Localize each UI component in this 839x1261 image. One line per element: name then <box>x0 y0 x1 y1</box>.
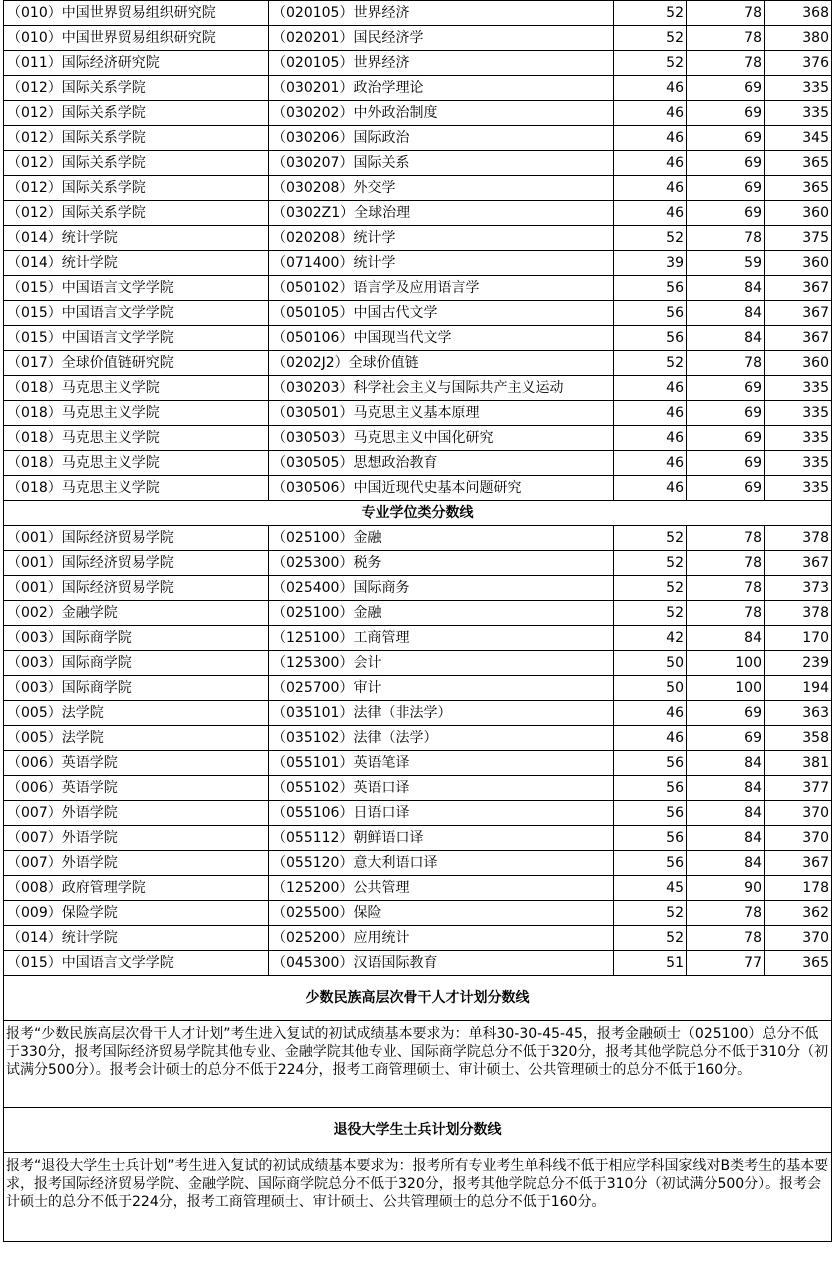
single-score-150-cell: 84 <box>687 326 765 351</box>
college-cell: （011）国际经济研究院 <box>4 51 269 76</box>
table-row <box>4 376 832 401</box>
college-cell: （003）国际商学院 <box>4 651 269 676</box>
table-row <box>4 226 832 251</box>
single-score-100-cell: 52 <box>614 551 687 576</box>
total-score-cell: 381 <box>765 751 832 776</box>
single-score-100-cell: 56 <box>614 276 687 301</box>
single-score-150-cell: 78 <box>687 51 765 76</box>
total-score-cell: 365 <box>765 951 832 976</box>
college-cell: （007）外语学院 <box>4 851 269 876</box>
major-cell: （050102）语言学及应用语言学 <box>269 276 614 301</box>
minority-note: 报考“少数民族高层次骨干人才计划”考生进入复试的初试成绩基本要求为：单科30-30-45-45，报考金融硕士（025100）总分不低于330分，报考国际经济贸易学院其他专业、金融学院其他专业、国际商学院总分不低于320分，报考其他学院总分不低于310分（初试满分500分）。报考会计硕士的总分不低于224分，报考工商管理硕士、审计硕士、公共管理硕士的总分不低于160分。 <box>4 1021 832 1108</box>
total-score-cell: 360 <box>765 251 832 276</box>
single-score-150-cell: 100 <box>687 676 765 701</box>
table-row <box>4 901 832 926</box>
single-score-100-cell: 50 <box>614 651 687 676</box>
veteran-title-row <box>4 1108 832 1153</box>
minority-section-title: 少数民族高层次骨干人才计划分数线 <box>4 976 832 1021</box>
score-table <box>3 0 832 1242</box>
college-cell: （007）外语学院 <box>4 801 269 826</box>
table-row <box>4 551 832 576</box>
total-score-cell: 367 <box>765 276 832 301</box>
table-row <box>4 651 832 676</box>
major-cell: （125300）会计 <box>269 651 614 676</box>
single-score-100-cell: 46 <box>614 401 687 426</box>
table-row <box>4 526 832 551</box>
total-score-cell: 367 <box>765 851 832 876</box>
major-cell: （025300）税务 <box>269 551 614 576</box>
veteran-note-row <box>4 1153 832 1242</box>
professional-header-row <box>4 501 832 526</box>
college-cell: （015）中国语言文学学院 <box>4 301 269 326</box>
single-score-100-cell: 46 <box>614 451 687 476</box>
major-cell: （055120）意大利语口译 <box>269 851 614 876</box>
table-row <box>4 101 832 126</box>
single-score-100-cell: 46 <box>614 176 687 201</box>
college-cell: （018）马克思主义学院 <box>4 426 269 451</box>
single-score-100-cell: 52 <box>614 926 687 951</box>
single-score-150-cell: 69 <box>687 451 765 476</box>
major-cell: （030206）国际政治 <box>269 126 614 151</box>
total-score-cell: 362 <box>765 901 832 926</box>
table-row <box>4 176 832 201</box>
table-row <box>4 851 832 876</box>
table-row <box>4 426 832 451</box>
college-cell: （001）国际经济贸易学院 <box>4 551 269 576</box>
major-cell: （020105）世界经济 <box>269 1 614 26</box>
major-cell: （030506）中国近现代史基本问题研究 <box>269 476 614 501</box>
single-score-150-cell: 78 <box>687 526 765 551</box>
table-row <box>4 1 832 26</box>
total-score-cell: 178 <box>765 876 832 901</box>
total-score-cell: 335 <box>765 401 832 426</box>
total-score-cell: 378 <box>765 526 832 551</box>
total-score-cell: 370 <box>765 826 832 851</box>
single-score-150-cell: 69 <box>687 726 765 751</box>
veteran-section-title: 退役大学生士兵计划分数线 <box>4 1108 832 1153</box>
major-cell: （030208）外交学 <box>269 176 614 201</box>
single-score-100-cell: 46 <box>614 701 687 726</box>
college-cell: （012）国际关系学院 <box>4 151 269 176</box>
table-row <box>4 776 832 801</box>
single-score-150-cell: 69 <box>687 201 765 226</box>
major-cell: （0302Z1）全球治理 <box>269 201 614 226</box>
table-row <box>4 26 832 51</box>
major-cell: （055102）英语口译 <box>269 776 614 801</box>
single-score-150-cell: 84 <box>687 751 765 776</box>
college-cell: （012）国际关系学院 <box>4 76 269 101</box>
college-cell: （018）马克思主义学院 <box>4 401 269 426</box>
total-score-cell: 239 <box>765 651 832 676</box>
total-score-cell: 363 <box>765 701 832 726</box>
table-row <box>4 301 832 326</box>
academic-section <box>4 1 832 501</box>
table-row <box>4 876 832 901</box>
single-score-150-cell: 84 <box>687 851 765 876</box>
single-score-150-cell: 90 <box>687 876 765 901</box>
major-cell: （0202J2）全球价值链 <box>269 351 614 376</box>
college-cell: （017）全球价值链研究院 <box>4 351 269 376</box>
single-score-100-cell: 56 <box>614 801 687 826</box>
college-cell: （018）马克思主义学院 <box>4 451 269 476</box>
table-row <box>4 951 832 976</box>
single-score-100-cell: 52 <box>614 26 687 51</box>
major-cell: （025400）国际商务 <box>269 576 614 601</box>
college-cell: （018）马克思主义学院 <box>4 476 269 501</box>
professional-section <box>4 526 832 976</box>
college-cell: （014）统计学院 <box>4 226 269 251</box>
single-score-150-cell: 78 <box>687 226 765 251</box>
major-cell: （030203）科学社会主义与国际共产主义运动 <box>269 376 614 401</box>
total-score-cell: 368 <box>765 1 832 26</box>
total-score-cell: 335 <box>765 376 832 401</box>
total-score-cell: 377 <box>765 776 832 801</box>
table-row <box>4 326 832 351</box>
single-score-100-cell: 46 <box>614 101 687 126</box>
major-cell: （025100）金融 <box>269 526 614 551</box>
single-score-150-cell: 69 <box>687 426 765 451</box>
table-row <box>4 351 832 376</box>
total-score-cell: 335 <box>765 101 832 126</box>
table-row <box>4 476 832 501</box>
single-score-100-cell: 46 <box>614 76 687 101</box>
single-score-150-cell: 78 <box>687 576 765 601</box>
single-score-100-cell: 46 <box>614 126 687 151</box>
total-score-cell: 194 <box>765 676 832 701</box>
college-cell: （003）国际商学院 <box>4 676 269 701</box>
single-score-150-cell: 69 <box>687 151 765 176</box>
total-score-cell: 358 <box>765 726 832 751</box>
college-cell: （005）法学院 <box>4 701 269 726</box>
table-row <box>4 251 832 276</box>
college-cell: （014）统计学院 <box>4 926 269 951</box>
college-cell: （007）外语学院 <box>4 826 269 851</box>
major-cell: （125200）公共管理 <box>269 876 614 901</box>
major-cell: （030501）马克思主义基本原理 <box>269 401 614 426</box>
college-cell: （008）政府管理学院 <box>4 876 269 901</box>
single-score-150-cell: 69 <box>687 76 765 101</box>
table-row <box>4 201 832 226</box>
table-row <box>4 76 832 101</box>
table-row <box>4 151 832 176</box>
single-score-100-cell: 56 <box>614 326 687 351</box>
single-score-100-cell: 56 <box>614 851 687 876</box>
single-score-100-cell: 46 <box>614 201 687 226</box>
major-cell: （030202）中外政治制度 <box>269 101 614 126</box>
table-row <box>4 576 832 601</box>
major-cell: （030201）政治学理论 <box>269 76 614 101</box>
college-cell: （010）中国世界贸易组织研究院 <box>4 1 269 26</box>
major-cell: （030505）思想政治教育 <box>269 451 614 476</box>
total-score-cell: 375 <box>765 226 832 251</box>
single-score-100-cell: 52 <box>614 226 687 251</box>
major-cell: （050106）中国现当代文学 <box>269 326 614 351</box>
major-cell: （020105）世界经济 <box>269 51 614 76</box>
single-score-150-cell: 84 <box>687 276 765 301</box>
total-score-cell: 367 <box>765 301 832 326</box>
table-row <box>4 926 832 951</box>
total-score-cell: 378 <box>765 601 832 626</box>
major-cell: （050105）中国古代文学 <box>269 301 614 326</box>
total-score-cell: 370 <box>765 926 832 951</box>
college-cell: （006）英语学院 <box>4 751 269 776</box>
major-cell: （055112）朝鲜语口译 <box>269 826 614 851</box>
single-score-150-cell: 78 <box>687 901 765 926</box>
total-score-cell: 360 <box>765 201 832 226</box>
college-cell: （005）法学院 <box>4 726 269 751</box>
total-score-cell: 376 <box>765 51 832 76</box>
table-row <box>4 801 832 826</box>
total-score-cell: 373 <box>765 576 832 601</box>
major-cell: （045300）汉语国际教育 <box>269 951 614 976</box>
table-row <box>4 51 832 76</box>
college-cell: （012）国际关系学院 <box>4 201 269 226</box>
major-cell: （020201）国民经济学 <box>269 26 614 51</box>
single-score-150-cell: 78 <box>687 1 765 26</box>
total-score-cell: 380 <box>765 26 832 51</box>
single-score-150-cell: 78 <box>687 26 765 51</box>
single-score-100-cell: 46 <box>614 726 687 751</box>
college-cell: （002）金融学院 <box>4 601 269 626</box>
major-cell: （030503）马克思主义中国化研究 <box>269 426 614 451</box>
single-score-100-cell: 46 <box>614 476 687 501</box>
single-score-100-cell: 56 <box>614 776 687 801</box>
college-cell: （012）国际关系学院 <box>4 126 269 151</box>
single-score-150-cell: 84 <box>687 801 765 826</box>
professional-section-title: 专业学位类分数线 <box>4 501 832 526</box>
single-score-100-cell: 52 <box>614 576 687 601</box>
total-score-cell: 335 <box>765 451 832 476</box>
total-score-cell: 367 <box>765 326 832 351</box>
single-score-100-cell: 56 <box>614 826 687 851</box>
total-score-cell: 370 <box>765 801 832 826</box>
college-cell: （009）保险学院 <box>4 901 269 926</box>
single-score-150-cell: 84 <box>687 776 765 801</box>
single-score-150-cell: 84 <box>687 826 765 851</box>
college-cell: （001）国际经济贸易学院 <box>4 526 269 551</box>
total-score-cell: 335 <box>765 426 832 451</box>
single-score-100-cell: 52 <box>614 901 687 926</box>
single-score-100-cell: 46 <box>614 376 687 401</box>
college-cell: （018）马克思主义学院 <box>4 376 269 401</box>
single-score-100-cell: 42 <box>614 626 687 651</box>
college-cell: （015）中国语言文学学院 <box>4 951 269 976</box>
single-score-100-cell: 56 <box>614 301 687 326</box>
major-cell: （020208）统计学 <box>269 226 614 251</box>
single-score-150-cell: 84 <box>687 626 765 651</box>
college-cell: （012）国际关系学院 <box>4 101 269 126</box>
single-score-100-cell: 45 <box>614 876 687 901</box>
single-score-150-cell: 69 <box>687 176 765 201</box>
table-row <box>4 751 832 776</box>
major-cell: （035101）法律（非法学） <box>269 701 614 726</box>
total-score-cell: 345 <box>765 126 832 151</box>
table-row <box>4 726 832 751</box>
college-cell: （014）统计学院 <box>4 251 269 276</box>
total-score-cell: 335 <box>765 76 832 101</box>
single-score-150-cell: 78 <box>687 551 765 576</box>
major-cell: （055101）英语笔译 <box>269 751 614 776</box>
table-row <box>4 826 832 851</box>
table-row <box>4 626 832 651</box>
single-score-150-cell: 69 <box>687 126 765 151</box>
total-score-cell: 335 <box>765 476 832 501</box>
single-score-100-cell: 52 <box>614 526 687 551</box>
single-score-150-cell: 78 <box>687 926 765 951</box>
table-row <box>4 701 832 726</box>
single-score-100-cell: 52 <box>614 601 687 626</box>
single-score-100-cell: 52 <box>614 351 687 376</box>
single-score-100-cell: 46 <box>614 426 687 451</box>
single-score-100-cell: 52 <box>614 1 687 26</box>
table-row <box>4 601 832 626</box>
college-cell: （010）中国世界贸易组织研究院 <box>4 26 269 51</box>
single-score-150-cell: 69 <box>687 401 765 426</box>
major-cell: （025200）应用统计 <box>269 926 614 951</box>
single-score-150-cell: 78 <box>687 351 765 376</box>
single-score-150-cell: 100 <box>687 651 765 676</box>
minority-title-row <box>4 976 832 1021</box>
college-cell: （003）国际商学院 <box>4 626 269 651</box>
table-row <box>4 126 832 151</box>
college-cell: （001）国际经济贸易学院 <box>4 576 269 601</box>
college-cell: （015）中国语言文学学院 <box>4 326 269 351</box>
major-cell: （025100）金融 <box>269 601 614 626</box>
major-cell: （025500）保险 <box>269 901 614 926</box>
single-score-150-cell: 59 <box>687 251 765 276</box>
single-score-100-cell: 46 <box>614 151 687 176</box>
single-score-150-cell: 78 <box>687 601 765 626</box>
major-cell: （055106）日语口译 <box>269 801 614 826</box>
single-score-100-cell: 50 <box>614 676 687 701</box>
college-cell: （015）中国语言文学学院 <box>4 276 269 301</box>
total-score-cell: 365 <box>765 176 832 201</box>
major-cell: （071400）统计学 <box>269 251 614 276</box>
total-score-cell: 170 <box>765 626 832 651</box>
table-row <box>4 676 832 701</box>
veteran-note: 报考“退役大学生士兵计划”考生进入复试的初试成绩基本要求为：报考所有专业考生单科线不低于相应学科国家线对B类考生的基本要求，报考国际经济贸易学院、金融学院、国际商学院总分不低于320分，报考其他学院总分不低于310分（初试满分500分）。报考会计硕士的总分不低于224分，报考工商管理硕士、审计硕士、公共管理硕士的总分不低于160分。 <box>4 1153 832 1242</box>
table-row <box>4 451 832 476</box>
table-row <box>4 401 832 426</box>
major-cell: （125100）工商管理 <box>269 626 614 651</box>
total-score-cell: 360 <box>765 351 832 376</box>
major-cell: （035102）法律（法学） <box>269 726 614 751</box>
major-cell: （030207）国际关系 <box>269 151 614 176</box>
minority-note-row <box>4 1021 832 1108</box>
single-score-150-cell: 69 <box>687 701 765 726</box>
college-cell: （006）英语学院 <box>4 776 269 801</box>
single-score-150-cell: 69 <box>687 101 765 126</box>
single-score-100-cell: 56 <box>614 751 687 776</box>
total-score-cell: 365 <box>765 151 832 176</box>
single-score-150-cell: 69 <box>687 376 765 401</box>
single-score-150-cell: 77 <box>687 951 765 976</box>
single-score-100-cell: 52 <box>614 51 687 76</box>
college-cell: （012）国际关系学院 <box>4 176 269 201</box>
single-score-100-cell: 51 <box>614 951 687 976</box>
major-cell: （025700）审计 <box>269 676 614 701</box>
total-score-cell: 367 <box>765 551 832 576</box>
table-row <box>4 276 832 301</box>
single-score-150-cell: 84 <box>687 301 765 326</box>
single-score-150-cell: 69 <box>687 476 765 501</box>
single-score-100-cell: 39 <box>614 251 687 276</box>
